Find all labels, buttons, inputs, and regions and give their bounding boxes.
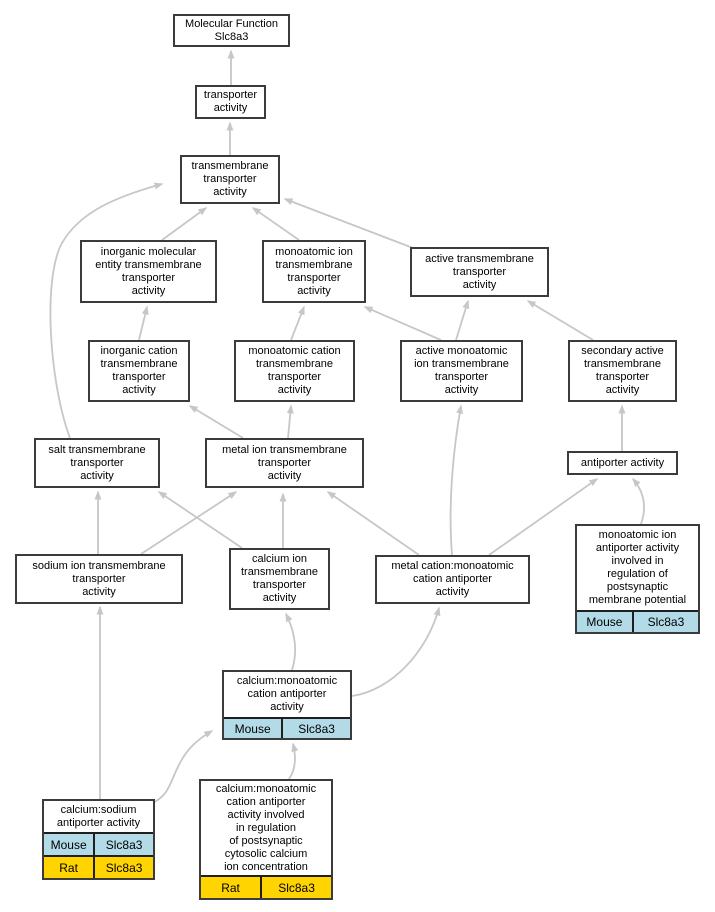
node-label-line: calcium:monoatomic [236, 675, 338, 687]
node-label-line: calcium:monoatomic [215, 782, 317, 795]
node-label-line: calcium:sodium [60, 803, 137, 816]
node-metal-ion-tta[interactable] [205, 438, 364, 488]
node-label [224, 672, 350, 717]
node-transmembrane-transporter-activity[interactable] [180, 155, 280, 204]
annotation-taxon[interactable]: Rat [44, 857, 95, 878]
node-label-line: activity [297, 284, 331, 297]
node-label-line: activity [131, 284, 166, 297]
edge-metal-cation-monoatomic-antiporter--active-monoatomic-ion-tta [451, 406, 461, 555]
node-label-line: activity involved [227, 808, 305, 821]
node-active-monoatomic-ion-tta[interactable] [400, 340, 523, 402]
node-calcium-monoatomic-antiporter-cytosolic[interactable] [199, 779, 333, 900]
annotation-gene[interactable]: Slc8a3 [647, 615, 685, 629]
edge-metal-ion-tta--inorganic-cation-tta [190, 406, 243, 438]
node-label-line: Molecular Function [185, 17, 278, 30]
node-label [570, 342, 675, 400]
node-label [412, 249, 547, 295]
node-label-line: inorganic molecular [100, 245, 197, 258]
node-label-line: in regulation [236, 821, 296, 834]
annotation-gene[interactable]: Slc8a3 [105, 837, 143, 852]
node-label-line: involved in [611, 555, 664, 567]
annotation-taxon[interactable]: Mouse [44, 834, 95, 855]
node-label-line: monoatomic cation [248, 345, 341, 357]
annotation-gene[interactable]: Slc8a3 [298, 721, 335, 736]
node-label-line: transporter [452, 265, 507, 278]
node-monoatomic-ion-antiporter-postsynaptic[interactable] [575, 524, 700, 634]
node-mf-root[interactable] [173, 14, 290, 47]
node-label-line: entity transmembrane [95, 258, 202, 271]
node-label-line: activity [277, 384, 312, 396]
node-label-line: antiporter activity [595, 542, 680, 554]
node-label-line: sodium ion transmembrane [32, 559, 166, 572]
node-label [207, 440, 362, 486]
annotation-row[interactable] [201, 875, 331, 898]
node-label-line: transmembrane [240, 566, 319, 578]
node-label-line: transporter [267, 371, 322, 383]
node-antiporter-activity[interactable] [567, 451, 678, 475]
node-label-line: metal cation:monoatomic [391, 560, 514, 572]
node-transporter-activity[interactable] [195, 85, 266, 119]
node-label-line: transmembrane [275, 258, 353, 271]
node-label-line: activity [605, 384, 640, 396]
node-label-line: transporter [595, 371, 650, 383]
annotation-row[interactable] [577, 610, 698, 632]
node-label [201, 781, 331, 875]
node-label-line: antiporter activity [56, 816, 141, 829]
edge-calcium-ion-tta--salt-tta [159, 492, 242, 548]
node-label-line: monoatomic ion [275, 245, 353, 258]
edge-monoatomic-ion-tta--transmembrane-transporter-activity [253, 208, 299, 240]
node-label-line: regulation of [607, 568, 668, 580]
node-label-line: transporter [434, 371, 489, 383]
annotation-gene[interactable]: Slc8a3 [278, 880, 315, 895]
node-calcium-monoatomic-cation-antiporter[interactable] [222, 670, 352, 740]
node-label-line: of postsynaptic [229, 834, 303, 847]
node-inorganic-molecular-entity-tta[interactable] [80, 240, 217, 303]
node-label-line: activity [267, 469, 302, 482]
node-monoatomic-ion-tta[interactable] [262, 240, 366, 303]
edge-sodium-ion-tta--metal-ion-tta [141, 492, 236, 554]
edge-monoatomic-ion-antiporter-postsynaptic--antiporter-activity [633, 479, 644, 524]
node-label-line: transmembrane [255, 358, 334, 370]
annotation-taxon[interactable]: Rat [201, 877, 262, 898]
node-label-line: secondary active [581, 345, 664, 357]
node-label-line: activity [213, 102, 248, 114]
edge-secondary-active-tta--active-tta [528, 301, 593, 340]
edge-active-monoatomic-ion-tta--active-tta [456, 301, 468, 340]
edge-inorganic-cation-tta--inorganic-molecular-entity-tta [139, 307, 147, 340]
node-label-line: activity [444, 384, 479, 396]
node-label-line: monoatomic ion [598, 529, 677, 541]
node-label-line: activity [462, 278, 497, 291]
node-label-line: transmembrane [100, 358, 178, 370]
node-label-line: cytosolic calcium [224, 847, 308, 860]
node-label-line: activity [122, 384, 156, 396]
node-label [175, 16, 288, 45]
annotation-row[interactable] [44, 855, 153, 878]
annotation-row[interactable] [44, 832, 153, 855]
node-label-line: activity [262, 592, 297, 604]
node-label-line: transporter [121, 271, 176, 284]
edge-monoatomic-cation-tta--monoatomic-ion-tta [291, 307, 304, 340]
node-label-line: transporter [112, 371, 166, 383]
node-sodium-ion-tta[interactable] [15, 554, 183, 604]
edge-metal-ion-tta--monoatomic-cation-tta [288, 406, 291, 438]
node-label-line: transporter [72, 572, 126, 585]
node-label [231, 550, 328, 608]
node-label-line: metal ion transmembrane [222, 443, 347, 456]
node-label [197, 87, 264, 117]
node-label [90, 342, 188, 400]
annotation-row[interactable] [224, 717, 350, 738]
node-label-line: transporter [287, 271, 341, 284]
node-label [264, 242, 364, 301]
node-label [36, 440, 158, 486]
node-label-line: inorganic cation [100, 345, 178, 357]
node-label-line: transporter [203, 173, 257, 185]
node-label-line: membrane potential [588, 594, 687, 606]
node-label-line: transporter [257, 456, 312, 469]
node-label-line: activity [435, 586, 470, 598]
node-label-line: ion transmembrane [414, 358, 509, 370]
node-label-line: transporter [70, 456, 124, 469]
node-label [236, 342, 353, 400]
node-label-line: postsynaptic [606, 581, 669, 593]
node-label [82, 242, 215, 301]
node-label-line: salt transmembrane [48, 443, 146, 456]
node-label-line: calcium ion [251, 553, 308, 565]
node-inorganic-cation-tta[interactable] [88, 340, 190, 402]
node-label [377, 557, 528, 602]
node-label-line: transporter [252, 579, 307, 591]
node-label [182, 157, 278, 202]
node-label-line: cation antiporter [247, 688, 327, 700]
node-label-line: transmembrane [583, 358, 662, 370]
node-label-line: activity [80, 469, 114, 482]
node-label [569, 453, 676, 473]
node-calcium-ion-tta[interactable] [229, 548, 330, 610]
annotation-taxon[interactable]: Mouse [224, 719, 283, 738]
node-salt-tta[interactable] [34, 438, 160, 488]
node-label-line: Slc8a3 [214, 30, 249, 43]
node-label [17, 556, 181, 602]
node-active-tta[interactable] [410, 247, 549, 297]
edge-inorganic-molecular-entity-tta--transmembrane-transporter-activity [162, 208, 206, 240]
node-label-line: cation antiporter [226, 795, 306, 808]
node-label [44, 801, 153, 832]
node-label [402, 342, 521, 400]
node-calcium-sodium-antiporter[interactable] [42, 799, 155, 880]
edge-calcium-monoatomic-cation-antiporter--metal-cation-monoatomic-antiporter [352, 608, 439, 696]
node-label-line: transporter [203, 89, 258, 101]
node-label-line: activity [82, 585, 116, 598]
edge-metal-cation-monoatomic-antiporter--metal-ion-tta [328, 492, 419, 555]
edge-active-monoatomic-ion-tta--monoatomic-ion-tta [365, 307, 441, 340]
node-secondary-active-tta[interactable] [568, 340, 677, 402]
edge-calcium-monoatomic-cation-antiporter--calcium-ion-tta [286, 614, 295, 670]
node-label-line: transmembrane [191, 160, 269, 172]
node-label-line: active monoatomic [415, 345, 508, 357]
annotation-gene[interactable]: Slc8a3 [105, 860, 143, 875]
node-label-line: ion concentration [224, 860, 308, 873]
edge-calcium-monoatomic-antiporter-cytosolic--calcium-monoatomic-cation-antiporter [289, 744, 295, 779]
node-monoatomic-cation-tta[interactable] [234, 340, 355, 402]
annotation-taxon[interactable]: Mouse [577, 612, 634, 632]
node-label-line: activity [213, 186, 247, 198]
node-label-line: active transmembrane [425, 252, 534, 265]
node-label [577, 526, 698, 610]
node-label-line: activity [270, 701, 304, 713]
node-label-line: antiporter activity [580, 456, 665, 469]
node-label-line: cation antiporter [413, 573, 492, 585]
node-metal-cation-monoatomic-antiporter[interactable] [375, 555, 530, 604]
